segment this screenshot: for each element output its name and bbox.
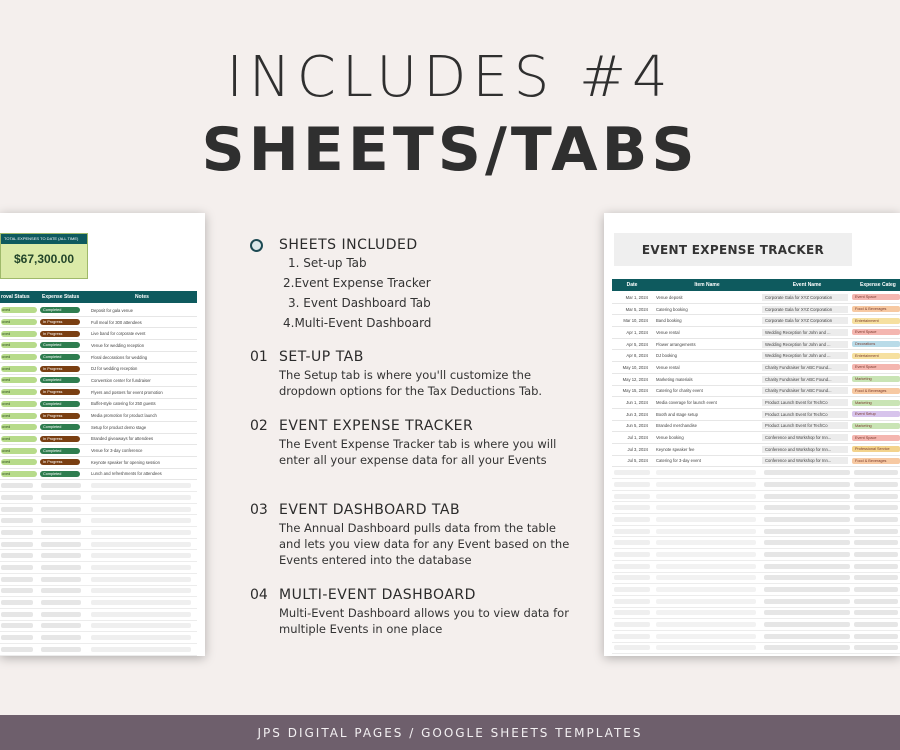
expense-category-pill: Event Space [852,294,900,300]
approval-pill: oved [1,319,37,325]
table-row [0,445,197,457]
empty-row [612,631,900,643]
empty-row [0,562,197,574]
expense-category-pill: Event Space [852,435,900,441]
right-grid-header [612,279,900,291]
total-expenses-box [0,233,88,279]
empty-row [0,621,197,633]
sheets-included-item: 2.Event Expense Tracker [283,276,431,290]
date-cell: Apr 1, 2024 [626,329,648,335]
expense-status-pill: Completed [40,307,80,313]
expense-status-pill: In Progress [40,436,80,442]
col-event-name: Event Name [792,282,822,288]
col-date: Date [626,282,638,288]
sheets-included-item: 1. Set-up Tab [288,256,367,270]
note-cell: Flyers and posters for event promotion [91,389,163,395]
empty-row [612,537,900,549]
table-row [612,421,900,433]
table-row [612,362,900,374]
item-name-cell: Branded merchandise [656,423,697,429]
expense-category-pill: Entertainment [852,318,900,324]
approval-pill: oved [1,389,37,395]
date-cell: Mar 1, 2024 [625,294,648,300]
date-cell: May 12, 2024 [622,376,648,382]
table-row [0,317,197,329]
left-sheet-preview [0,213,205,656]
section-description: The Annual Dashboard pulls data from the table and lets you view data for any Event based on the Events entered into the database [279,521,570,567]
sheets-included-item: 3. Event Dashboard Tab [288,296,431,310]
note-cell: Full meal for 300 attendees [91,319,142,325]
footer-text: JPS DIGITAL PAGES / GOOGLE SHEETS TEMPLATES [257,725,643,740]
expense-category-pill: Marketing [852,400,900,406]
item-name-cell: Marketing materials [656,376,693,382]
approval-pill: oved [1,366,37,372]
event-name-cell: Corporate Gala for XYZ Corporation [762,306,848,313]
date-cell: Mar 5, 2024 [625,306,648,312]
item-name-cell: Flower arrangements [656,341,696,347]
approval-pill: oved [1,459,37,465]
empty-row [0,515,197,527]
section-number: 01 [250,349,268,365]
left-grid-rows [0,305,197,656]
item-name-cell: Catering booking [656,306,688,312]
section-number: 03 [250,502,268,518]
note-cell: Floral decorations for wedding [91,354,148,360]
expense-status-pill: Completed [40,471,80,477]
empty-row [0,644,197,656]
section-description: The Event Expense Tracker tab is where you will enter all your expense data for all your Events [279,437,557,467]
section-title: EVENT DASHBOARD TAB [279,502,461,518]
empty-row [0,632,197,644]
empty-row [0,574,197,586]
approval-pill: oved [1,413,37,419]
table-row [612,386,900,398]
expense-category-pill: Entertainment [852,353,900,359]
table-row [0,434,197,446]
table-row [0,340,197,352]
expense-status-pill: Completed [40,401,80,407]
total-expenses-value: $67,300.00 [13,252,75,266]
table-row [612,444,900,456]
expense-category-pill: Professional Service [852,446,900,452]
expense-category-pill: Event Space [852,364,900,370]
note-cell: Venue for 3-day conference [91,448,143,454]
note-cell: Deposit for gala venue [91,307,133,313]
table-row [0,375,197,387]
date-cell: Jul 5, 2024 [627,458,648,464]
table-row [612,292,900,304]
table-row [0,457,197,469]
note-cell: Live band for corporate event [91,331,146,337]
table-row [612,339,900,351]
expense-status-pill: In Progress [40,366,80,372]
note-cell: Convention center for fundraiser [91,377,151,383]
note-cell: Lunch and refreshments for attendees [91,471,162,477]
date-cell: May 10, 2024 [622,364,648,370]
table-row [612,456,900,468]
event-name-cell: Corporate Gala for XYZ Corporation [762,294,848,301]
event-name-cell: Product Launch Event for TechCo [762,399,848,406]
empty-row [612,491,900,503]
item-name-cell: Keynote speaker fee [656,446,695,452]
empty-row [612,514,900,526]
date-cell: Jun 3, 2024 [626,411,648,417]
table-row [612,409,900,421]
table-row [0,352,197,364]
section-title: EVENT EXPENSE TRACKER [279,418,474,434]
right-sheet-preview [604,213,900,656]
date-cell: May 15, 2024 [622,388,648,394]
table-row [612,432,900,444]
item-name-cell: Venue rental [656,364,680,370]
table-row [0,410,197,422]
item-name-cell: Band booking [656,318,682,324]
approval-pill: oved [1,471,37,477]
empty-row [612,608,900,620]
empty-row [0,539,197,551]
approval-pill: oved [1,448,37,454]
approval-pill: oved [1,424,37,430]
sheets-included-list [283,256,488,336]
empty-row [612,561,900,573]
date-cell: Jun 1, 2024 [626,400,648,406]
col-item-name: Item Name [694,282,720,288]
expense-status-pill: In Progress [40,413,80,419]
expense-status-pill: In Progress [40,389,80,395]
expense-category-pill: Decorations [852,341,900,347]
approval-pill: oved [1,436,37,442]
approval-pill: oved [1,377,37,383]
left-grid-header [0,291,197,303]
note-cell: Setup for product demo stage [91,424,147,430]
table-row [612,327,900,339]
item-name-cell: Catering for 3-day event [656,458,701,464]
event-name-cell: Charity Fundraiser for ABC Found... [762,376,848,383]
col-notes: Notes [135,294,149,300]
expense-status-pill: Completed [40,424,80,430]
col-approval-status: roval Status [1,294,30,300]
event-name-cell: Charity Fundraiser for ABC Found... [762,387,848,394]
empty-row [0,504,197,516]
expense-status-pill: In Progress [40,459,80,465]
date-cell: Apr 5, 2024 [626,341,648,347]
note-cell: Media promotion for product launch [91,413,157,419]
section-number: 04 [250,587,268,603]
event-name-cell: Wedding Reception for John and ... [762,352,848,359]
note-cell: Buffet-style catering for 250 guests [91,401,156,407]
table-row [0,469,197,481]
empty-row [612,584,900,596]
expense-category-pill: Event Space [852,329,900,335]
expense-status-pill: Completed [40,377,80,383]
total-expenses-label: TOTAL EXPENSES TO DATE (ALL TIME) [1,234,87,244]
empty-row [612,526,900,538]
event-name-cell: Wedding Reception for John and ... [762,341,848,348]
table-row [612,397,900,409]
expense-category-pill: Food & Beverages [852,388,900,394]
table-row [0,387,197,399]
event-name-cell: Charity Fundraiser for ABC Found... [762,364,848,371]
note-cell: Keynote speaker for opening session [91,459,160,465]
event-name-cell: Corporate Gala for XYZ Corporation [762,317,848,324]
table-row [0,363,197,375]
item-name-cell: Venue deposit [656,294,683,300]
empty-row [612,596,900,608]
expense-status-pill: Completed [40,448,80,454]
event-name-cell: Conference and Workshop for Inn... [762,446,848,453]
tracker-title: EVENT EXPENSE TRACKER [614,233,852,266]
approval-pill: oved [1,307,37,313]
table-row [0,328,197,340]
table-row [612,374,900,386]
empty-row [612,573,900,585]
note-cell: Branded giveaways for attendees [91,436,154,442]
empty-row [612,643,900,655]
right-grid-rows [612,292,900,654]
section-title: SET-UP TAB [279,349,364,365]
empty-row [0,609,197,621]
event-name-cell: Conference and Workshop for Inn... [762,434,848,441]
date-cell: Jul 1, 2024 [627,435,648,441]
item-name-cell: Catering for charity event [656,388,703,394]
headline-line1: INCLUDES #4 [226,45,674,110]
note-cell: Venue for wedding reception [91,342,145,348]
empty-row [0,492,197,504]
table-row [0,422,197,434]
event-name-cell: Product Launch Event for TechCo [762,411,848,418]
table-row [612,315,900,327]
date-cell: Apr 8, 2024 [626,353,648,359]
section-description: The Setup tab is where you'll customize the dropdown options for the Tax Deductions Tab. [279,368,543,398]
approval-pill: oved [1,331,37,337]
expense-category-pill: Food & Beverages [852,458,900,464]
event-name-cell: Wedding Reception for John and ... [762,329,848,336]
item-name-cell: Booth and stage setup [656,411,698,417]
table-row [612,304,900,316]
section-title: MULTI-EVENT DASHBOARD [279,587,476,603]
table-row [0,399,197,411]
date-cell: Jun 5, 2024 [626,423,648,429]
item-name-cell: Media coverage for launch event [656,400,717,406]
expense-category-pill: Event Setup [852,411,900,417]
expense-category-pill: Food & Beverages [852,306,900,312]
date-cell: Mar 10, 2024 [623,318,648,324]
empty-row [0,527,197,539]
col-expense-category: Expense Categ [860,282,896,288]
item-name-cell: DJ booking [656,353,677,359]
expense-category-pill: Marketing [852,423,900,429]
empty-row [0,586,197,598]
event-name-cell: Product Launch Event for TechCo [762,422,848,429]
sheets-included-title: SHEETS INCLUDED [279,237,418,253]
headline-line2: SHEETS/TABS [201,115,699,185]
empty-row [0,480,197,492]
approval-pill: oved [1,354,37,360]
approval-pill: oved [1,401,37,407]
section-number: 02 [250,418,268,434]
item-name-cell: Venue rental [656,329,680,335]
item-name-cell: Venue booking [656,435,684,441]
note-cell: DJ for wedding reception [91,366,138,372]
empty-row [612,479,900,491]
sheets-included-item: 4.Multi-Event Dashboard [283,316,432,330]
event-name-cell: Conference and Workshop for Inn... [762,457,848,464]
empty-row [0,597,197,609]
expense-status-pill: In Progress [40,319,80,325]
section-description: Multi-Event Dashboard allows you to view data for multiple Events in one place [279,606,569,636]
empty-row [612,467,900,479]
empty-row [612,502,900,514]
date-cell: Jul 3, 2024 [627,446,648,452]
expense-status-pill: In Progress [40,331,80,337]
table-row [0,305,197,317]
bullet-circle-icon [250,239,263,252]
table-row [612,350,900,362]
col-expense-status: Expense Status [42,294,80,300]
empty-row [612,619,900,631]
empty-row [0,550,197,562]
expense-status-pill: Completed [40,354,80,360]
approval-pill: oved [1,342,37,348]
expense-status-pill: Completed [40,342,80,348]
empty-row [612,549,900,561]
footer-banner [0,715,900,750]
expense-category-pill: Marketing [852,376,900,382]
